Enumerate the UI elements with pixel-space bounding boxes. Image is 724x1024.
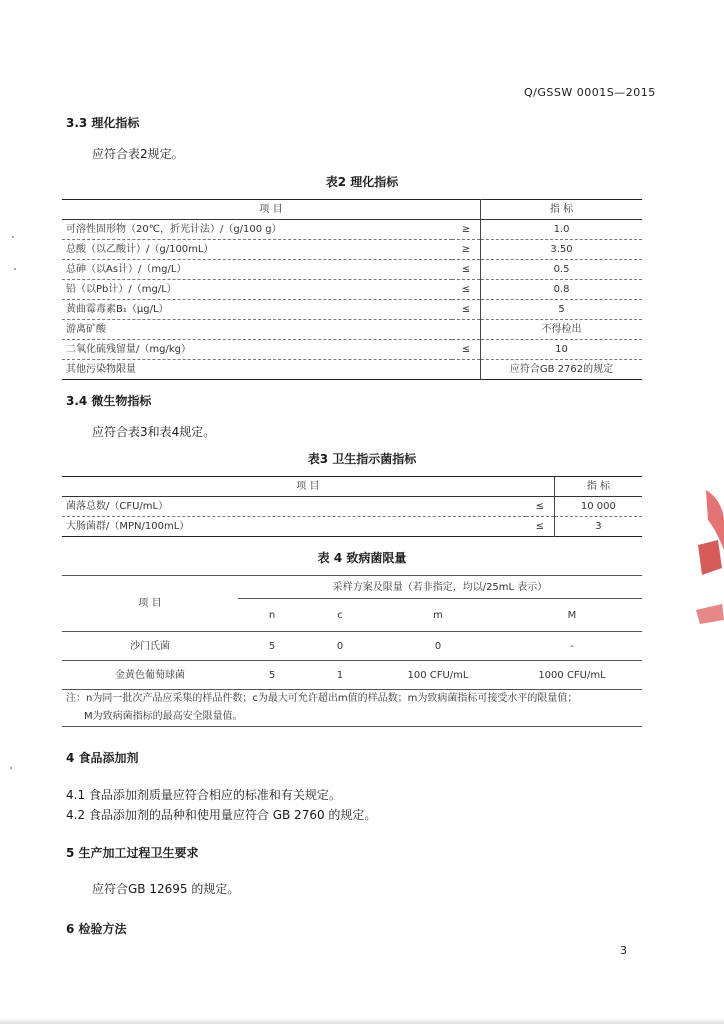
table4-pathogen-limits xyxy=(62,575,642,727)
table4-cell-n: 5 xyxy=(238,661,306,690)
page-number: 3 xyxy=(620,944,627,957)
table4-header-item: 项 目 xyxy=(62,576,238,632)
table2-cell-value: 0.5 xyxy=(481,260,642,280)
table4-col-c: c xyxy=(306,599,374,632)
table4-note-line1: 注：n为同一批次产品应采集的样品件数；c为最大可允许超出m值的样品数；m为致病菌指标可接受水平的限量值； xyxy=(66,693,578,704)
table4-header-group: 采样方案及限量（若非指定，均以/25mL 表示） xyxy=(238,576,642,599)
table3-header-index: 指 标 xyxy=(554,477,642,497)
table3-cell-value: 10 000 xyxy=(554,497,642,517)
table-row xyxy=(62,260,642,280)
section-4-heading: 4 食品添加剂 xyxy=(66,751,139,765)
table2-cell-value: 不得检出 xyxy=(481,320,642,340)
table2-cell-sign: ≤ xyxy=(452,280,481,300)
table-row xyxy=(62,320,642,340)
table-row xyxy=(62,240,642,260)
table2-cell-sign: ≤ xyxy=(452,300,481,320)
section-3-3-heading: 3.3 理化指标 xyxy=(66,116,140,130)
table2-cell-sign: ≥ xyxy=(452,220,481,240)
section-5-heading: 5 生产加工过程卫生要求 xyxy=(66,846,199,860)
section-3-4-heading: 3.4 微生物指标 xyxy=(66,394,152,408)
table4-cell-M: 1000 CFU/mL xyxy=(502,661,642,690)
table2-cell-item: 游离矿酸 xyxy=(62,320,452,340)
table2-cell-item: 总酸（以乙酸计）/（g/100mL） xyxy=(62,240,452,260)
scan-speck xyxy=(14,268,16,270)
table4-note xyxy=(62,690,642,727)
table2-header-item: 项 目 xyxy=(62,200,481,220)
table2-cell-item: 二氧化硫残留量/（mg/kg） xyxy=(62,340,452,360)
table4-col-n: n xyxy=(238,599,306,632)
table4-cell-c: 1 xyxy=(306,661,374,690)
table-row xyxy=(62,220,642,240)
table3-cell-value: 3 xyxy=(554,517,642,537)
table-row xyxy=(62,661,642,690)
table-row xyxy=(62,360,642,380)
table4-cell-m: 0 xyxy=(374,632,502,661)
table4-cell-m: 100 CFU/mL xyxy=(374,661,502,690)
table3-cell-sign: ≤ xyxy=(526,517,555,537)
table4-cell-c: 0 xyxy=(306,632,374,661)
table-row xyxy=(62,300,642,320)
table4-cell-item: 沙门氏菌 xyxy=(62,632,238,661)
table4-note-line2: M为致病菌指标的最高安全限量值。 xyxy=(84,711,243,722)
section-4-2-text: 4.2 食品添加剂的品种和使用量应符合 GB 2760 的规定。 xyxy=(66,808,377,822)
table2-cell-item: 黄曲霉毒素B₁（μg/L） xyxy=(62,300,452,320)
scan-speck xyxy=(12,236,14,238)
scan-speck xyxy=(10,767,12,769)
table3-cell-item: 菌落总数/（CFU/mL） xyxy=(62,497,526,517)
table2-cell-value: 5 xyxy=(481,300,642,320)
standard-code: Q/GSSW 0001S—2015 xyxy=(524,86,656,99)
table2-cell-item: 其他污染物限量 xyxy=(62,360,452,380)
table4-caption: 表 4 致病菌限量 xyxy=(317,551,407,565)
table3-cell-sign: ≤ xyxy=(526,497,555,517)
table3-caption: 表3 卫生指示菌指标 xyxy=(307,452,417,466)
table2-cell-value: 10 xyxy=(481,340,642,360)
table4-cell-item: 金黄色葡萄球菌 xyxy=(62,661,238,690)
table3-cell-item: 大肠菌群/（MPN/100mL） xyxy=(62,517,526,537)
table3-header-item: 项 目 xyxy=(62,477,554,497)
table-row xyxy=(62,340,642,360)
scan-bottom-edge xyxy=(0,1018,724,1024)
table2-cell-value: 应符合GB 2762的规定 xyxy=(481,360,642,380)
table2-cell-sign: ≤ xyxy=(452,260,481,280)
table2-cell-value: 0.8 xyxy=(481,280,642,300)
table2-caption: 表2 理化指标 xyxy=(325,175,399,189)
table2-cell-item: 总砷（以As计）/（mg/L） xyxy=(62,260,452,280)
table2-cell-item: 铅（以Pb计）/（mg/L） xyxy=(62,280,452,300)
table4-cell-n: 5 xyxy=(238,632,306,661)
table2-cell-value: 3.50 xyxy=(481,240,642,260)
table4-col-m: m xyxy=(374,599,502,632)
table2-cell-sign xyxy=(452,320,481,340)
table2-physicochemical xyxy=(62,199,642,380)
table4-cell-M: - xyxy=(502,632,642,661)
table4-col-M: M xyxy=(502,599,642,632)
table2-header-index: 指 标 xyxy=(481,200,642,220)
table-row xyxy=(62,517,642,537)
table-row xyxy=(62,632,642,661)
table2-cell-sign xyxy=(452,360,481,380)
section-3-3-text: 应符合表2规定。 xyxy=(92,147,184,161)
section-4-1-text: 4.1 食品添加剂质量应符合相应的标准和有关规定。 xyxy=(66,788,341,802)
table-row xyxy=(62,280,642,300)
table2-cell-item: 可溶性固形物（20℃，折光计法）/（g/100 g） xyxy=(62,220,452,240)
table2-cell-sign: ≤ xyxy=(452,340,481,360)
section-3-4-text: 应符合表3和表4规定。 xyxy=(92,425,216,439)
table-row xyxy=(62,497,642,517)
section-6-heading: 6 检验方法 xyxy=(66,922,127,936)
seal-stamp-fragment xyxy=(688,490,724,630)
table2-cell-sign: ≥ xyxy=(452,240,481,260)
table3-indicator-bacteria xyxy=(62,476,642,537)
section-5-text: 应符合GB 12695 的规定。 xyxy=(92,882,240,896)
table2-cell-value: 1.0 xyxy=(481,220,642,240)
